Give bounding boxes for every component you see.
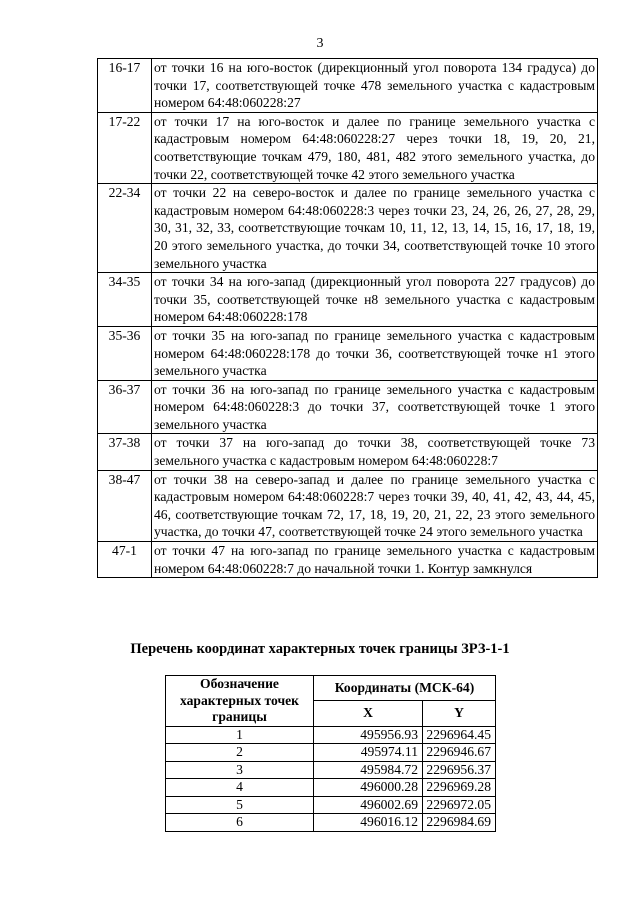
y-coordinate: 2296956.37 <box>423 761 496 779</box>
segment-description: от точки 38 на северо-запад и далее по границе земельного участка с кадастровым номером 64:48:060228:7 через точки 39, 40, 41, 42, 43, 44, 45, 46, соответствующие точкам 72, 17, 18, 19, 20, 21, 22, 23 этого земельного участка, до точки 47, соответствующей точке 24 этого земельного участка <box>152 470 598 541</box>
table-row <box>98 542 598 578</box>
table-row <box>98 112 598 183</box>
x-coordinate: 496002.69 <box>314 796 423 814</box>
segment-description: от точки 16 на юго-восток (дирекционный угол поворота 134 градуса) до точки 17, соответствующей точке 478 земельного участка с кадастровым номером 64:48:060228:27 <box>152 59 598 113</box>
points-column-header: Обозначение характерных точек границы <box>166 676 314 727</box>
table-row <box>98 380 598 434</box>
segment-id: 47-1 <box>98 542 152 578</box>
table-row <box>166 779 496 797</box>
table-row <box>98 59 598 113</box>
x-column-header: X <box>314 701 423 726</box>
point-id: 1 <box>166 726 314 744</box>
table-row <box>98 434 598 470</box>
table-row <box>98 184 598 273</box>
point-id: 6 <box>166 814 314 832</box>
x-coordinate: 495984.72 <box>314 761 423 779</box>
segment-description: от точки 34 на юго-запад (дирекционный угол поворота 227 градусов) до точки 35, соответствующей точке н8 земельного участка с кадастровым номером 64:48:060228:178 <box>152 273 598 327</box>
y-coordinate: 2296946.67 <box>423 744 496 762</box>
y-coordinate: 2296969.28 <box>423 779 496 797</box>
segment-id: 36-37 <box>98 380 152 434</box>
segment-description: от точки 36 на юго-запад по границе земельного участка с кадастровым номером 64:48:060228:3 до точки 37, соответствующей точке 1 этого земельного участка <box>152 380 598 434</box>
x-coordinate: 496000.28 <box>314 779 423 797</box>
page-number: 3 <box>316 36 324 51</box>
boundary-description-table <box>97 58 598 578</box>
table-row <box>166 726 496 744</box>
table-row <box>166 761 496 779</box>
segment-description: от точки 37 на юго-запад до точки 38, соответствующей точке 73 земельного участка с кадастровым номером 64:48:060228:7 <box>152 434 598 470</box>
segment-description: от точки 47 на юго-запад по границе земельного участка с кадастровым номером 64:48:060228:7 до начальной точки 1. Контур замкнулся <box>152 542 598 578</box>
x-coordinate: 495956.93 <box>314 726 423 744</box>
table-row <box>98 273 598 327</box>
segment-id: 34-35 <box>98 273 152 327</box>
segment-description: от точки 22 на северо-восток и далее по границе земельного участка с кадастровым номером 64:48:060228:3 через точки 23, 24, 26, 26, 27, 28, 29, 30, 31, 32, 33, соответствующие точкам 10, 11, 12, 13, 14, 15, 16, 17, 18, 19, 20 этого земельного участка, до точки 34, соответствующей точке 10 этого земельного участка <box>152 184 598 273</box>
segment-id: 38-47 <box>98 470 152 541</box>
point-id: 2 <box>166 744 314 762</box>
segment-description: от точки 17 на юго-восток и далее по границе земельного участка с кадастровым номером 64:48:060228:27 через точки 18, 19, 20, 21, соответствующие точкам 479, 180, 481, 482 этого земельного участка, до точки 22, соответствующей точке 42 этого земельного участка <box>152 112 598 183</box>
point-id: 4 <box>166 779 314 797</box>
point-id: 3 <box>166 761 314 779</box>
coordinates-column-header: Координаты (МСК-64) <box>314 676 496 701</box>
point-id: 5 <box>166 796 314 814</box>
segment-id: 35-36 <box>98 326 152 380</box>
segment-id: 17-22 <box>98 112 152 183</box>
segment-description: от точки 35 на юго-запад по границе земельного участка с кадастровым номером 64:48:060228:178 до точки 36, соответствующей точке н1 этого земельного участка <box>152 326 598 380</box>
table-header-row <box>166 676 496 701</box>
coordinates-table <box>165 675 496 832</box>
table-row <box>98 470 598 541</box>
y-coordinate: 2296964.45 <box>423 726 496 744</box>
y-coordinate: 2296984.69 <box>423 814 496 832</box>
x-coordinate: 495974.11 <box>314 744 423 762</box>
table-row <box>166 814 496 832</box>
segment-id: 37-38 <box>98 434 152 470</box>
x-coordinate: 496016.12 <box>314 814 423 832</box>
table-row <box>166 796 496 814</box>
segment-id: 16-17 <box>98 59 152 113</box>
table-row <box>98 326 598 380</box>
segment-id: 22-34 <box>98 184 152 273</box>
y-coordinate: 2296972.05 <box>423 796 496 814</box>
y-column-header: Y <box>423 701 496 726</box>
table-row <box>166 744 496 762</box>
coordinates-list-title: Перечень координат характерных точек границы ЗРЗ-1-1 <box>130 641 510 657</box>
